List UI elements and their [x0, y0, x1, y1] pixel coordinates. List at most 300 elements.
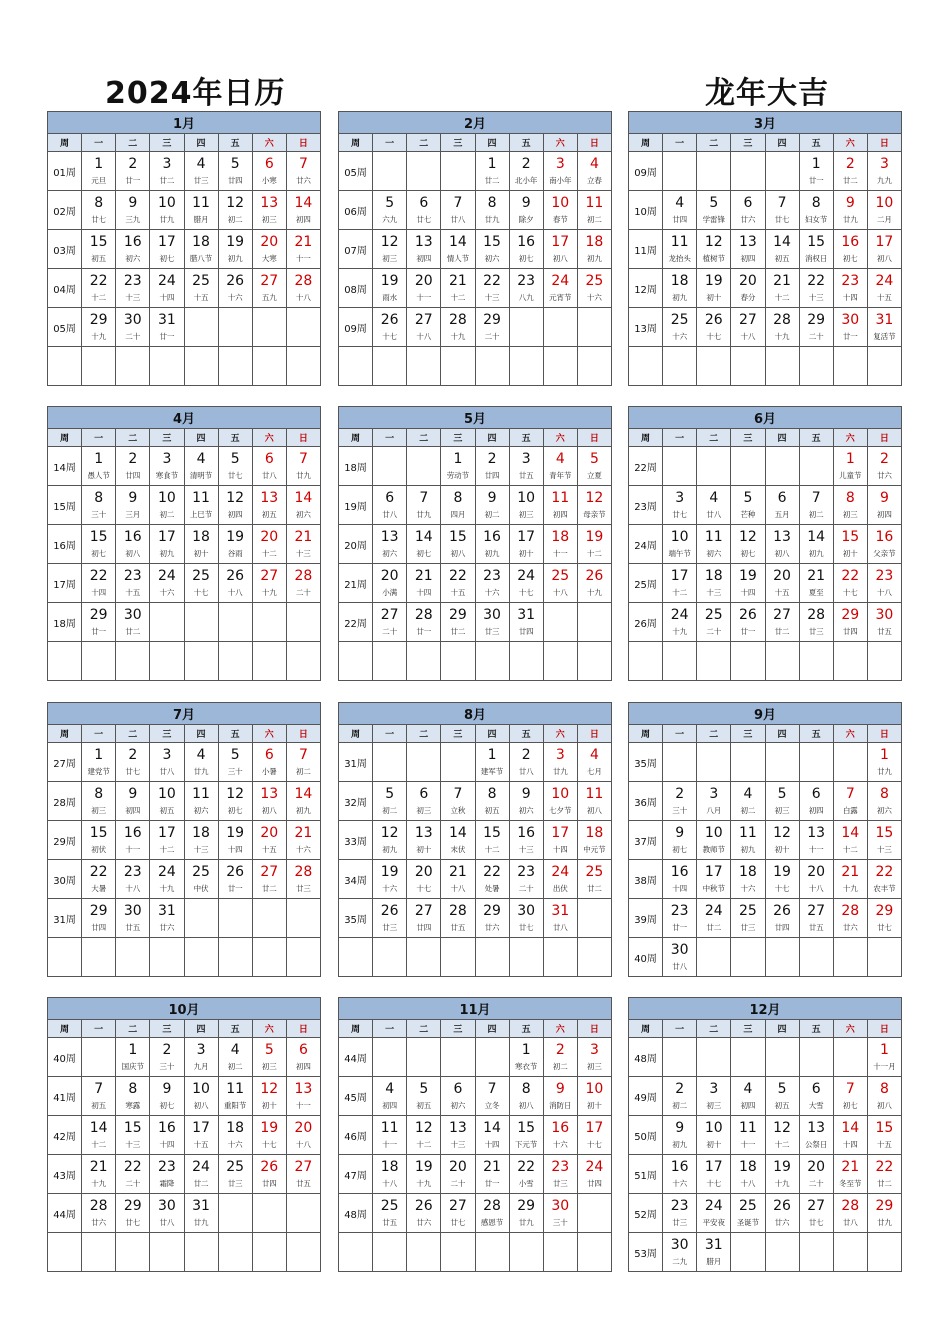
day-cell[interactable] — [799, 564, 833, 603]
day-cell[interactable] — [577, 1077, 611, 1116]
day-cell[interactable] — [697, 899, 731, 938]
day-cell[interactable] — [82, 152, 116, 191]
day-cell[interactable] — [833, 486, 867, 525]
day-cell[interactable] — [407, 860, 441, 899]
day-cell[interactable] — [373, 1155, 407, 1194]
day-cell[interactable] — [82, 782, 116, 821]
day-cell[interactable] — [82, 564, 116, 603]
day-cell[interactable] — [543, 1077, 577, 1116]
day-cell[interactable] — [475, 743, 509, 782]
day-cell[interactable] — [799, 152, 833, 191]
day-cell[interactable] — [286, 230, 320, 269]
day-cell[interactable] — [218, 1155, 252, 1194]
day-cell[interactable] — [441, 269, 475, 308]
day-cell[interactable] — [731, 782, 765, 821]
day-cell[interactable] — [150, 1194, 184, 1233]
day-cell[interactable] — [509, 230, 543, 269]
day-cell[interactable] — [150, 860, 184, 899]
day-cell[interactable] — [663, 1116, 697, 1155]
day-cell[interactable] — [697, 1116, 731, 1155]
day-cell[interactable] — [116, 486, 150, 525]
day-cell[interactable] — [373, 821, 407, 860]
day-cell[interactable] — [663, 899, 697, 938]
day-cell[interactable] — [577, 269, 611, 308]
day-cell[interactable] — [663, 1155, 697, 1194]
day-cell[interactable] — [407, 525, 441, 564]
day-cell[interactable] — [407, 564, 441, 603]
day-cell[interactable] — [697, 1233, 731, 1272]
day-cell[interactable] — [373, 230, 407, 269]
day-cell[interactable] — [833, 1155, 867, 1194]
day-cell[interactable] — [867, 486, 901, 525]
day-cell[interactable] — [867, 269, 901, 308]
day-cell[interactable] — [799, 821, 833, 860]
day-cell[interactable] — [833, 564, 867, 603]
day-cell[interactable] — [286, 564, 320, 603]
day-cell[interactable] — [799, 899, 833, 938]
day-cell[interactable] — [833, 152, 867, 191]
day-cell[interactable] — [731, 230, 765, 269]
day-cell[interactable] — [286, 525, 320, 564]
day-cell[interactable] — [218, 152, 252, 191]
day-cell[interactable] — [475, 1116, 509, 1155]
day-cell[interactable] — [731, 1155, 765, 1194]
day-cell[interactable] — [543, 525, 577, 564]
day-cell[interactable] — [218, 525, 252, 564]
day-cell[interactable] — [373, 191, 407, 230]
day-cell[interactable] — [833, 603, 867, 642]
day-cell[interactable] — [765, 191, 799, 230]
day-cell[interactable] — [286, 447, 320, 486]
day-cell[interactable] — [116, 191, 150, 230]
day-cell[interactable] — [475, 525, 509, 564]
day-cell[interactable] — [116, 899, 150, 938]
day-cell[interactable] — [475, 152, 509, 191]
day-cell[interactable] — [150, 1116, 184, 1155]
day-cell[interactable] — [577, 860, 611, 899]
day-cell[interactable] — [697, 269, 731, 308]
day-cell[interactable] — [543, 899, 577, 938]
day-cell[interactable] — [543, 1155, 577, 1194]
day-cell[interactable] — [150, 447, 184, 486]
day-cell[interactable] — [373, 525, 407, 564]
day-cell[interactable] — [509, 152, 543, 191]
day-cell[interactable] — [218, 191, 252, 230]
day-cell[interactable] — [867, 525, 901, 564]
day-cell[interactable] — [116, 564, 150, 603]
day-cell[interactable] — [867, 782, 901, 821]
day-cell[interactable] — [577, 486, 611, 525]
day-cell[interactable] — [150, 230, 184, 269]
day-cell[interactable] — [833, 525, 867, 564]
day-cell[interactable] — [867, 230, 901, 269]
day-cell[interactable] — [407, 1116, 441, 1155]
day-cell[interactable] — [731, 269, 765, 308]
day-cell[interactable] — [867, 308, 901, 347]
day-cell[interactable] — [252, 1116, 286, 1155]
day-cell[interactable] — [765, 603, 799, 642]
day-cell[interactable] — [663, 191, 697, 230]
day-cell[interactable] — [116, 1155, 150, 1194]
day-cell[interactable] — [697, 230, 731, 269]
day-cell[interactable] — [509, 564, 543, 603]
day-cell[interactable] — [82, 603, 116, 642]
day-cell[interactable] — [150, 564, 184, 603]
day-cell[interactable] — [543, 230, 577, 269]
day-cell[interactable] — [731, 308, 765, 347]
day-cell[interactable] — [509, 743, 543, 782]
day-cell[interactable] — [799, 191, 833, 230]
day-cell[interactable] — [867, 447, 901, 486]
day-cell[interactable] — [543, 782, 577, 821]
day-cell[interactable] — [833, 821, 867, 860]
day-cell[interactable] — [218, 564, 252, 603]
day-cell[interactable] — [116, 1038, 150, 1077]
day-cell[interactable] — [286, 269, 320, 308]
day-cell[interactable] — [116, 308, 150, 347]
day-cell[interactable] — [475, 447, 509, 486]
day-cell[interactable] — [509, 1155, 543, 1194]
day-cell[interactable] — [286, 191, 320, 230]
day-cell[interactable] — [509, 1038, 543, 1077]
day-cell[interactable] — [543, 447, 577, 486]
day-cell[interactable] — [184, 1155, 218, 1194]
day-cell[interactable] — [765, 308, 799, 347]
day-cell[interactable] — [407, 899, 441, 938]
day-cell[interactable] — [116, 269, 150, 308]
day-cell[interactable] — [509, 525, 543, 564]
day-cell[interactable] — [252, 152, 286, 191]
day-cell[interactable] — [286, 821, 320, 860]
day-cell[interactable] — [441, 782, 475, 821]
day-cell[interactable] — [252, 191, 286, 230]
day-cell[interactable] — [765, 230, 799, 269]
day-cell[interactable] — [218, 860, 252, 899]
day-cell[interactable] — [475, 1077, 509, 1116]
day-cell[interactable] — [407, 821, 441, 860]
day-cell[interactable] — [799, 782, 833, 821]
day-cell[interactable] — [441, 1077, 475, 1116]
day-cell[interactable] — [252, 525, 286, 564]
day-cell[interactable] — [82, 1077, 116, 1116]
day-cell[interactable] — [509, 269, 543, 308]
day-cell[interactable] — [150, 191, 184, 230]
day-cell[interactable] — [663, 860, 697, 899]
day-cell[interactable] — [407, 269, 441, 308]
day-cell[interactable] — [663, 269, 697, 308]
day-cell[interactable] — [663, 230, 697, 269]
day-cell[interactable] — [543, 860, 577, 899]
day-cell[interactable] — [731, 191, 765, 230]
day-cell[interactable] — [218, 1038, 252, 1077]
day-cell[interactable] — [252, 486, 286, 525]
day-cell[interactable] — [116, 1116, 150, 1155]
day-cell[interactable] — [867, 821, 901, 860]
day-cell[interactable] — [509, 486, 543, 525]
day-cell[interactable] — [543, 564, 577, 603]
day-cell[interactable] — [116, 782, 150, 821]
day-cell[interactable] — [441, 486, 475, 525]
day-cell[interactable] — [286, 486, 320, 525]
day-cell[interactable] — [509, 603, 543, 642]
day-cell[interactable] — [867, 1194, 901, 1233]
day-cell[interactable] — [218, 230, 252, 269]
day-cell[interactable] — [697, 525, 731, 564]
day-cell[interactable] — [82, 1155, 116, 1194]
day-cell[interactable] — [799, 486, 833, 525]
day-cell[interactable] — [184, 230, 218, 269]
day-cell[interactable] — [441, 899, 475, 938]
day-cell[interactable] — [150, 152, 184, 191]
day-cell[interactable] — [218, 447, 252, 486]
day-cell[interactable] — [577, 1155, 611, 1194]
day-cell[interactable] — [577, 743, 611, 782]
day-cell[interactable] — [577, 525, 611, 564]
day-cell[interactable] — [441, 525, 475, 564]
day-cell[interactable] — [252, 447, 286, 486]
day-cell[interactable] — [663, 1077, 697, 1116]
day-cell[interactable] — [373, 269, 407, 308]
day-cell[interactable] — [373, 1194, 407, 1233]
day-cell[interactable] — [697, 603, 731, 642]
day-cell[interactable] — [663, 782, 697, 821]
day-cell[interactable] — [407, 603, 441, 642]
day-cell[interactable] — [867, 743, 901, 782]
day-cell[interactable] — [218, 269, 252, 308]
day-cell[interactable] — [577, 152, 611, 191]
day-cell[interactable] — [543, 152, 577, 191]
day-cell[interactable] — [799, 1077, 833, 1116]
day-cell[interactable] — [475, 782, 509, 821]
day-cell[interactable] — [765, 269, 799, 308]
day-cell[interactable] — [373, 308, 407, 347]
day-cell[interactable] — [663, 564, 697, 603]
day-cell[interactable] — [373, 1077, 407, 1116]
day-cell[interactable] — [150, 899, 184, 938]
day-cell[interactable] — [765, 486, 799, 525]
day-cell[interactable] — [218, 1077, 252, 1116]
day-cell[interactable] — [799, 269, 833, 308]
day-cell[interactable] — [867, 899, 901, 938]
day-cell[interactable] — [218, 486, 252, 525]
day-cell[interactable] — [577, 447, 611, 486]
day-cell[interactable] — [441, 447, 475, 486]
day-cell[interactable] — [833, 191, 867, 230]
day-cell[interactable] — [184, 821, 218, 860]
day-cell[interactable] — [799, 603, 833, 642]
day-cell[interactable] — [543, 191, 577, 230]
day-cell[interactable] — [184, 1077, 218, 1116]
day-cell[interactable] — [184, 782, 218, 821]
day-cell[interactable] — [697, 1077, 731, 1116]
day-cell[interactable] — [184, 152, 218, 191]
day-cell[interactable] — [509, 447, 543, 486]
day-cell[interactable] — [82, 743, 116, 782]
day-cell[interactable] — [731, 603, 765, 642]
day-cell[interactable] — [577, 782, 611, 821]
day-cell[interactable] — [373, 486, 407, 525]
day-cell[interactable] — [867, 1116, 901, 1155]
day-cell[interactable] — [441, 603, 475, 642]
day-cell[interactable] — [765, 782, 799, 821]
day-cell[interactable] — [697, 486, 731, 525]
day-cell[interactable] — [577, 230, 611, 269]
day-cell[interactable] — [184, 1038, 218, 1077]
day-cell[interactable] — [116, 603, 150, 642]
day-cell[interactable] — [286, 1038, 320, 1077]
day-cell[interactable] — [577, 821, 611, 860]
day-cell[interactable] — [475, 1155, 509, 1194]
day-cell[interactable] — [252, 782, 286, 821]
day-cell[interactable] — [82, 1116, 116, 1155]
day-cell[interactable] — [407, 782, 441, 821]
day-cell[interactable] — [252, 564, 286, 603]
day-cell[interactable] — [407, 486, 441, 525]
day-cell[interactable] — [731, 1077, 765, 1116]
day-cell[interactable] — [731, 525, 765, 564]
day-cell[interactable] — [252, 743, 286, 782]
day-cell[interactable] — [286, 743, 320, 782]
day-cell[interactable] — [286, 152, 320, 191]
day-cell[interactable] — [509, 821, 543, 860]
day-cell[interactable] — [833, 899, 867, 938]
day-cell[interactable] — [475, 308, 509, 347]
day-cell[interactable] — [82, 230, 116, 269]
day-cell[interactable] — [286, 860, 320, 899]
day-cell[interactable] — [407, 191, 441, 230]
day-cell[interactable] — [184, 1116, 218, 1155]
day-cell[interactable] — [577, 1038, 611, 1077]
day-cell[interactable] — [150, 525, 184, 564]
day-cell[interactable] — [475, 603, 509, 642]
day-cell[interactable] — [116, 1194, 150, 1233]
day-cell[interactable] — [867, 1077, 901, 1116]
day-cell[interactable] — [663, 938, 697, 977]
day-cell[interactable] — [150, 821, 184, 860]
day-cell[interactable] — [833, 447, 867, 486]
day-cell[interactable] — [286, 1116, 320, 1155]
day-cell[interactable] — [116, 860, 150, 899]
day-cell[interactable] — [218, 821, 252, 860]
day-cell[interactable] — [765, 860, 799, 899]
day-cell[interactable] — [150, 1038, 184, 1077]
day-cell[interactable] — [833, 1194, 867, 1233]
day-cell[interactable] — [833, 230, 867, 269]
day-cell[interactable] — [218, 782, 252, 821]
day-cell[interactable] — [252, 821, 286, 860]
day-cell[interactable] — [663, 603, 697, 642]
day-cell[interactable] — [441, 1155, 475, 1194]
day-cell[interactable] — [731, 860, 765, 899]
day-cell[interactable] — [252, 230, 286, 269]
day-cell[interactable] — [475, 899, 509, 938]
day-cell[interactable] — [663, 486, 697, 525]
day-cell[interactable] — [373, 564, 407, 603]
day-cell[interactable] — [509, 1077, 543, 1116]
day-cell[interactable] — [116, 230, 150, 269]
day-cell[interactable] — [373, 1116, 407, 1155]
day-cell[interactable] — [150, 486, 184, 525]
day-cell[interactable] — [833, 269, 867, 308]
day-cell[interactable] — [218, 1116, 252, 1155]
day-cell[interactable] — [799, 308, 833, 347]
day-cell[interactable] — [833, 1116, 867, 1155]
day-cell[interactable] — [252, 269, 286, 308]
day-cell[interactable] — [543, 486, 577, 525]
day-cell[interactable] — [697, 1155, 731, 1194]
day-cell[interactable] — [799, 1155, 833, 1194]
day-cell[interactable] — [150, 269, 184, 308]
day-cell[interactable] — [867, 564, 901, 603]
day-cell[interactable] — [475, 860, 509, 899]
day-cell[interactable] — [252, 1077, 286, 1116]
day-cell[interactable] — [697, 821, 731, 860]
day-cell[interactable] — [475, 486, 509, 525]
day-cell[interactable] — [82, 486, 116, 525]
day-cell[interactable] — [509, 782, 543, 821]
day-cell[interactable] — [441, 1194, 475, 1233]
day-cell[interactable] — [82, 447, 116, 486]
day-cell[interactable] — [509, 860, 543, 899]
day-cell[interactable] — [799, 1194, 833, 1233]
day-cell[interactable] — [218, 743, 252, 782]
day-cell[interactable] — [286, 1155, 320, 1194]
day-cell[interactable] — [799, 525, 833, 564]
day-cell[interactable] — [697, 860, 731, 899]
day-cell[interactable] — [286, 782, 320, 821]
day-cell[interactable] — [475, 191, 509, 230]
day-cell[interactable] — [252, 1038, 286, 1077]
day-cell[interactable] — [765, 821, 799, 860]
day-cell[interactable] — [184, 486, 218, 525]
day-cell[interactable] — [116, 525, 150, 564]
day-cell[interactable] — [509, 899, 543, 938]
day-cell[interactable] — [116, 821, 150, 860]
day-cell[interactable] — [509, 1194, 543, 1233]
day-cell[interactable] — [407, 308, 441, 347]
day-cell[interactable] — [731, 899, 765, 938]
day-cell[interactable] — [407, 1194, 441, 1233]
day-cell[interactable] — [867, 1155, 901, 1194]
day-cell[interactable] — [765, 525, 799, 564]
day-cell[interactable] — [799, 230, 833, 269]
day-cell[interactable] — [441, 1116, 475, 1155]
day-cell[interactable] — [663, 525, 697, 564]
day-cell[interactable] — [867, 860, 901, 899]
day-cell[interactable] — [441, 860, 475, 899]
day-cell[interactable] — [731, 486, 765, 525]
day-cell[interactable] — [82, 308, 116, 347]
day-cell[interactable] — [441, 821, 475, 860]
day-cell[interactable] — [577, 1116, 611, 1155]
day-cell[interactable] — [184, 743, 218, 782]
day-cell[interactable] — [82, 899, 116, 938]
day-cell[interactable] — [252, 860, 286, 899]
day-cell[interactable] — [82, 269, 116, 308]
day-cell[interactable] — [116, 152, 150, 191]
day-cell[interactable] — [150, 308, 184, 347]
day-cell[interactable] — [373, 782, 407, 821]
day-cell[interactable] — [475, 269, 509, 308]
day-cell[interactable] — [833, 1077, 867, 1116]
day-cell[interactable] — [82, 525, 116, 564]
day-cell[interactable] — [116, 743, 150, 782]
day-cell[interactable] — [663, 821, 697, 860]
day-cell[interactable] — [663, 1233, 697, 1272]
day-cell[interactable] — [509, 1116, 543, 1155]
day-cell[interactable] — [475, 564, 509, 603]
day-cell[interactable] — [833, 782, 867, 821]
